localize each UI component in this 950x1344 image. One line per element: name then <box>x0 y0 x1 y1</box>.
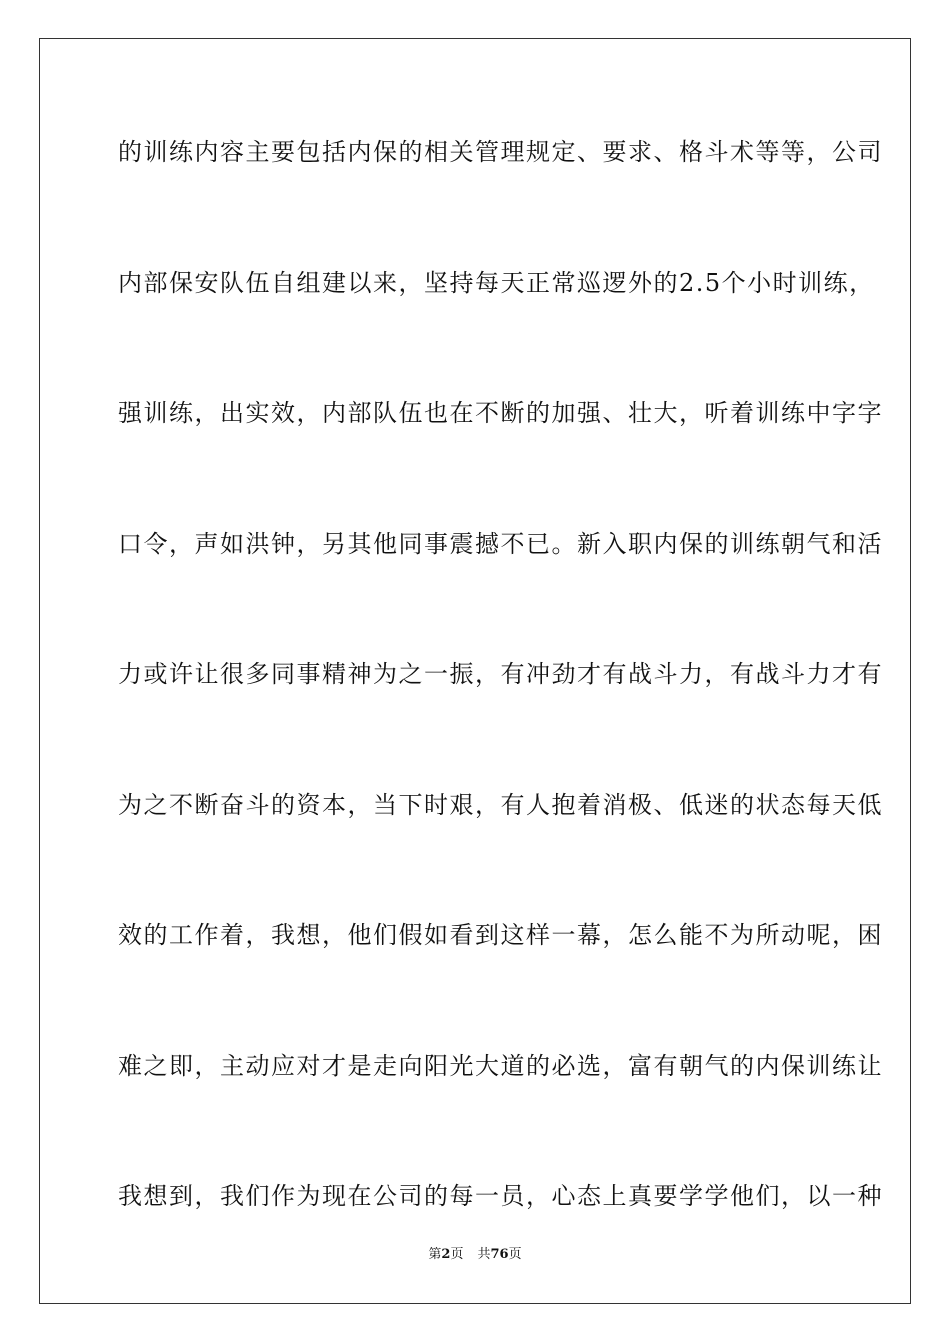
text-line-3: 强训练，出实效，内部队伍也在不断的加强、壮大，听着训练中字字 <box>118 399 883 427</box>
text-line-4: 口令，声如洪钟，另其他同事震撼不已。新入职内保的训练朝气和活 <box>118 529 883 558</box>
text-line-8: 难之即，主动应对才是走向阳光大道的必选，富有朝气的内保训练让 <box>118 1051 883 1080</box>
text-line-5: 力或许让很多同事精神为之一振，有冲劲才有战斗力，有战斗力才有 <box>118 660 883 688</box>
total-suffix: 页 <box>508 1247 522 1262</box>
page-prefix: 第 <box>428 1247 442 1262</box>
text-line-6: 为之不断奋斗的资本，当下时艰，有人抱着消极、低迷的状态每天低 <box>118 790 883 819</box>
page-suffix: 页 <box>450 1247 464 1262</box>
total-pages: 76 <box>490 1247 509 1262</box>
text-line-7: 效的工作着，我想，他们假如看到这样一幕，怎么能不为所动呢，困 <box>118 921 883 949</box>
text-line-1: 的训练内容主要包括内保的相关管理规定、要求、格斗术等等，公司 <box>118 138 883 166</box>
text-line-9: 我想到，我们作为现在公司的每一员，心态上真要学学他们，以一种 <box>118 1182 883 1210</box>
total-prefix: 共 <box>477 1247 491 1262</box>
page-footer <box>0 1243 950 1262</box>
text-line-2: 内部保安队伍自组建以来，坚持每天正常巡逻外的2.5个小时训练， <box>118 268 875 297</box>
page-number: 2 <box>441 1247 451 1262</box>
document-body <box>118 127 883 1302</box>
